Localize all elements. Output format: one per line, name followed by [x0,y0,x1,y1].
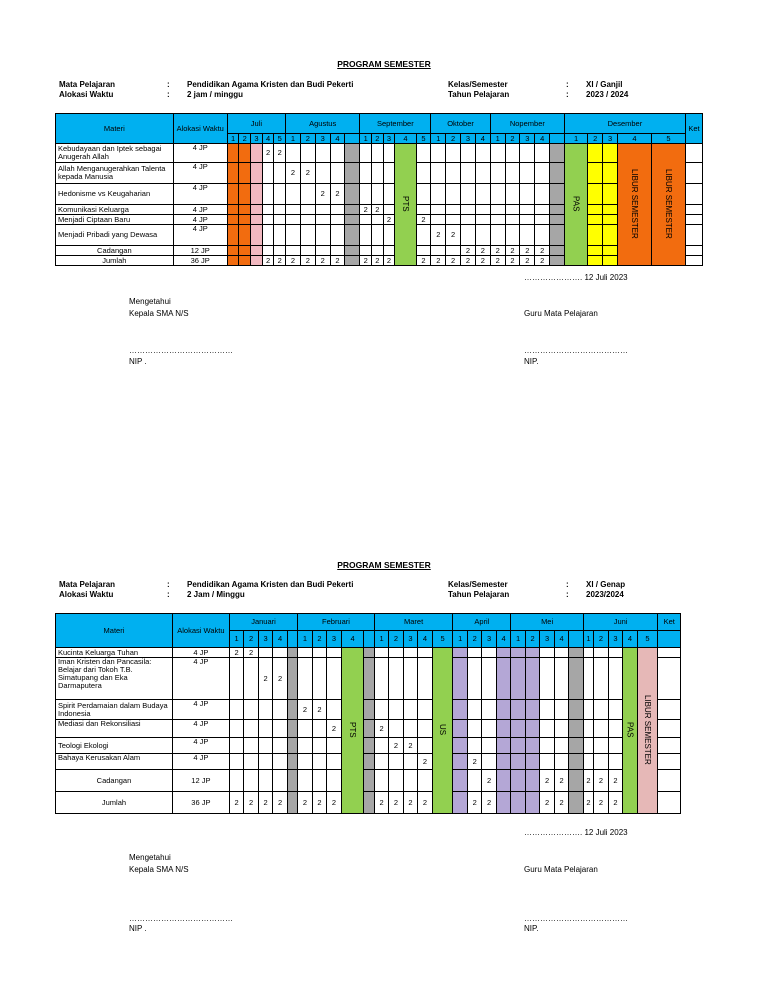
doc1-tahun-value: 2023 / 2024 [586,90,629,99]
jp-cell: 4 JP [172,720,229,738]
doc1-kelas-value: XI / Ganjil [586,80,623,89]
doc2-tahun-value: 2023/2024 [586,590,624,599]
jp-cell: 4 JP [173,205,227,215]
doc1-kelas-label: Kelas/Semester [448,80,508,89]
header-alokasi: Alokasi Waktu [172,614,229,648]
doc2-mapel-label: Mata Pelajaran [59,580,116,589]
doc1-colon: : [566,80,569,89]
materi-cell: Cadangan [56,770,173,792]
doc1-date: …………………. 12 Juli 2023 [524,273,628,282]
libur-label: LIBUR SEMESTER [642,694,652,765]
jp-cell: 4 JP [172,754,229,770]
jp-cell: 4 JP [173,163,227,184]
jp-cell: 4 JP [172,658,229,700]
header-ket: Ket [685,114,702,144]
doc1-kepala: Kepala SMA N/S [129,309,189,318]
libur-label: LIBUR SEMESTER [629,168,639,239]
doc2-nip-left: NIP . [129,924,147,933]
jp-cell: 4 JP [173,225,227,246]
materi-cell: Jumlah [56,792,173,814]
doc2-colon: : [167,580,170,589]
materi-cell: Komunikasi Keluarga [56,205,174,215]
pas-label: PAS [571,195,581,212]
header-materi: Materi [56,614,173,648]
doc1-colon: : [566,90,569,99]
libur-label: LIBUR SEMESTER [663,168,673,239]
doc1-tahun-label: Tahun Pelajaran [448,90,510,99]
doc2-mengetahui: Mengetahui [129,853,171,862]
materi-cell: Menjadi Ciptaan Baru [56,215,174,225]
doc2-sign-line-left: ………………………………… [129,914,233,923]
header-materi: Materi [56,114,174,144]
materi-cell: Mediasi dan Rekonsiliasi [56,720,173,738]
month-header: Februari [298,614,375,631]
jp-cell: 4 JP [173,184,227,205]
doc1-nip-right: NIP. [524,357,539,366]
doc1-mapel-label: Mata Pelajaran [59,80,116,89]
materi-cell: Spirit Perdamaian dalam Budaya Indonesia [56,700,173,720]
month-header: Agustus [286,114,360,134]
us-label: US [438,723,448,736]
doc2-guru: Guru Mata Pelajaran [524,865,598,874]
doc2-tahun-label: Tahun Pelajaran [448,590,510,599]
doc2-colon: : [167,590,170,599]
doc2-alokasi-label: Alokasi Waktu [59,590,114,599]
doc1-mapel-value: Pendidikan Agama Kristen dan Budi Pekerti [187,80,354,89]
doc2-nip-right: NIP. [524,924,539,933]
doc1-colon: : [167,80,170,89]
jp-cell: 36 JP [172,792,229,814]
month-header: September [360,114,431,134]
doc2-schedule-table: Materi Alokasi Waktu Januari Februari Maret April Mei Juni Ket 1 2 3 4 1 2 3 4 1 2 3 4 5 1 2 3 4 1 2 3 4 1 2 3 4 5 Kucinta Keluarga Tuhan 4 JP 2 2 PTS US PAS LIBUR SEMESTER Iman Kristen dan Pancasila: Belajar dari Tokoh T.B. Simatupang dan Eka Darmaputera 4 JP 2 2 Spirit Perdamaian dalam Budaya Indonesia 4 JP 2 2 Mediasi dan Rekonsiliasi 4 JP 2 2 Teologi Ekologi 4 JP 2 2 Bahaya Kerusakan Alam 4 JP 2 2 Cadangan 12 JP 2 2 2 2 2 2 Jumlah 36 JP 2 2 2 2 2 2 2 2 2 2 2 2 2 2 2 2 2 2 [55,613,703,814]
pts-label: PTS [348,721,358,738]
doc1-sign-line-left: ………………………………… [129,346,233,355]
jp-cell: 4 JP [172,648,229,658]
materi-cell: Menjadi Pribadi yang Dewasa [56,225,174,246]
month-header: Januari [229,614,297,631]
materi-cell: Hedonisme vs Keugaharian [56,184,174,205]
month-header: Juni [583,614,657,631]
month-header: Maret [374,614,453,631]
jp-cell: 36 JP [173,256,227,266]
jp-cell: 4 JP [172,700,229,720]
materi-cell: Teologi Ekologi [56,738,173,754]
doc2-title: PROGRAM SEMESTER [337,560,431,570]
materi-cell: Cadangan [56,246,174,256]
month-header: Mei [511,614,583,631]
jp-cell: 4 JP [173,215,227,225]
doc2-kelas-value: XI / Genap [586,580,626,589]
doc2-date: …………………. 12 Juli 2023 [524,828,628,837]
header-alokasi: Alokasi Waktu [173,114,227,144]
month-header: Juli [227,114,285,134]
doc2-sign-line-right: ………………………………… [524,914,628,923]
month-header: Nopember [490,114,564,134]
doc1-colon: : [167,90,170,99]
jp-cell: 4 JP [173,144,227,163]
materi-cell: Allah Menganugerahkan Talenta kepada Manusia [56,163,174,184]
doc1-mengetahui: Mengetahui [129,297,171,306]
pas-label: PAS [625,721,635,738]
pts-label: PTS [400,195,410,212]
materi-cell: Jumlah [56,256,174,266]
materi-cell: Iman Kristen dan Pancasila: Belajar dari Tokoh T.B. Simatupang dan Eka Darmaputera [56,658,173,700]
doc1-title: PROGRAM SEMESTER [337,59,431,69]
doc2-colon: : [566,580,569,589]
doc2-alokasi-value: 2 Jam / Minggu [187,590,245,599]
month-header: April [453,614,511,631]
month-header: Desember [564,114,685,134]
doc1-alokasi-value: 2 jam / minggu [187,90,244,99]
jp-cell: 12 JP [172,770,229,792]
doc1-guru: Guru Mata Pelajaran [524,309,598,318]
doc2-colon: : [566,590,569,599]
doc1-nip-left: NIP . [129,357,147,366]
header-ket: Ket [658,614,681,631]
month-header: Oktober [431,114,490,134]
doc1-alokasi-label: Alokasi Waktu [59,90,114,99]
doc1-sign-line-right: ………………………………… [524,346,628,355]
materi-cell: Kebudayaan dan Iptek sebagai Anugerah Allah [56,144,174,163]
doc2-kelas-label: Kelas/Semester [448,580,508,589]
doc1-schedule-table: Materi Alokasi Waktu Juli Agustus September Oktober Nopember Desember Ket 1 2 3 4 5 1 2 3 4 1 2 3 4 5 1 2 3 4 1 2 3 4 1 2 3 4 5 Kebudayaan dan Iptek sebagai Anugerah Allah 4 JP 2 2 PTS PAS LIBUR SEMESTER LIBUR SEMESTER Allah Menganugerahkan Talenta kepada Manusia 4 JP 2 2 Hedonisme vs Keugaharian 4 JP 2 2 Komunikasi Keluarga 4 JP 2 2 Menjadi Ciptaan Baru 4 JP 2 2 Menjadi Pribadi yang Dewasa 4 JP 2 2 Cadangan 12 JP 2 2 2 2 2 2 Jumlah 36 JP 2 2 2 2 2 2 2 2 2 2 2 2 2 2 2 2 2 2 [55,113,703,266]
materi-cell: Bahaya Kerusakan Alam [56,754,173,770]
doc2-mapel-value: Pendidikan Agama Kristen dan Budi Pekerti [187,580,354,589]
jp-cell: 4 JP [172,738,229,754]
jp-cell: 12 JP [173,246,227,256]
doc2-kepala: Kepala SMA N/S [129,865,189,874]
materi-cell: Kucinta Keluarga Tuhan [56,648,173,658]
